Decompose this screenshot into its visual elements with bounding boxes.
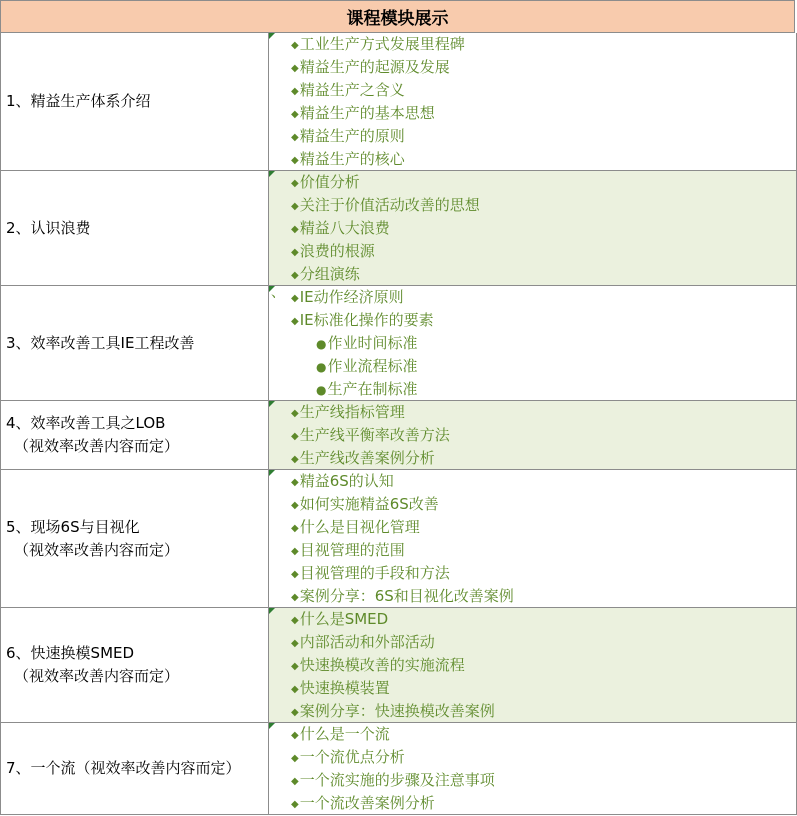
topic-text: 精益生产的原则 [299,127,405,145]
module-row [0,33,797,171]
module-name: 4、效率改善工具之LOB [6,414,166,432]
topic-text: 精益生产的起源及发展 [299,58,450,76]
module-topics-cell [269,33,797,171]
diamond-bullet-icon: ◆ [291,247,299,258]
topic-item [269,654,796,677]
module-topics-cell [269,401,797,470]
topic-item [269,424,796,447]
diamond-bullet-icon: ◆ [291,293,299,304]
diamond-bullet-icon: ◆ [291,707,299,718]
topic-text: 目视管理的范围 [299,541,405,559]
topic-item [269,470,796,493]
diamond-bullet-icon: ◆ [291,86,299,97]
module-name: 1、精益生产体系介绍 [6,92,151,110]
module-row [0,171,797,286]
diamond-bullet-icon: ◆ [291,224,299,235]
module-topics-cell [269,286,797,401]
module-note: （视效率改善内容而定） [14,667,180,685]
topic-text: 生产在制标准 [327,380,418,398]
module-row [0,723,797,815]
topic-text: 分组演练 [299,265,360,283]
table-title: 课程模块展示 [0,0,795,33]
topic-item [269,263,796,286]
diamond-bullet-icon: ◆ [291,615,299,626]
topic-item [269,240,796,263]
module-name-cell [0,608,269,723]
diamond-bullet-icon: ◆ [291,408,299,419]
module-name-cell [0,171,269,286]
module-name: 3、效率改善工具IE工程改善 [6,333,195,352]
module-topics-cell [269,470,797,608]
topic-item [269,56,796,79]
topic-text: 什么是目视化管理 [299,518,420,536]
topic-text: 快速换模改善的实施流程 [299,656,465,674]
diamond-bullet-icon: ◆ [291,132,299,143]
module-name: 5、现场6S与目视化 [6,517,140,536]
circle-bullet-icon: ● [316,337,327,351]
topic-text: 一个流实施的步骤及注意事项 [299,771,495,789]
topic-item [269,562,796,585]
topic-item [269,125,796,148]
topic-item [269,746,796,769]
topic-item [269,447,796,470]
module-name-cell [0,286,269,401]
stray-punctuation: 、 [271,285,285,301]
topic-text: IE标准化操作的要素 [299,311,434,329]
topic-text: 目视管理的手段和方法 [299,564,450,582]
module-topics-cell [269,608,797,723]
module-row [0,286,797,401]
module-row [0,401,797,470]
circle-bullet-icon: ● [316,360,327,374]
diamond-bullet-icon: ◆ [291,661,299,672]
topic-item [269,539,796,562]
topic-item [269,792,796,815]
sub-topic-item [269,378,796,401]
topic-text: 快速换模装置 [299,679,390,697]
diamond-bullet-icon: ◆ [291,753,299,764]
topic-text: 内部活动和外部活动 [299,633,435,651]
topic-text: 精益生产之含义 [299,81,405,99]
topic-item [269,33,796,56]
diamond-bullet-icon: ◆ [291,63,299,74]
topic-text: 精益生产的基本思想 [299,104,435,122]
topic-text: 作业时间标准 [327,334,418,352]
topic-item [269,401,796,424]
topic-item [269,631,796,654]
diamond-bullet-icon: ◆ [291,799,299,810]
diamond-bullet-icon: ◆ [291,316,299,327]
circle-bullet-icon: ● [316,383,327,397]
topic-text: 精益生产的核心 [299,150,405,168]
topic-text: 浪费的根源 [299,242,375,260]
topic-text: 一个流优点分析 [299,748,405,766]
module-name-cell [0,470,269,608]
topic-text: 生产线改善案例分析 [299,449,435,467]
topic-text: 价值分析 [299,173,360,191]
module-name-cell [0,723,269,815]
diamond-bullet-icon: ◆ [291,109,299,120]
topic-item [269,171,796,194]
topic-item [269,217,796,240]
diamond-bullet-icon: ◆ [291,638,299,649]
diamond-bullet-icon: ◆ [291,178,299,189]
diamond-bullet-icon: ◆ [291,477,299,488]
topic-item [269,585,796,608]
sub-topic-item [269,332,796,355]
topic-item [269,286,796,309]
diamond-bullet-icon: ◆ [291,569,299,580]
topic-text: 案例分享：快速换模改善案例 [299,702,495,720]
diamond-bullet-icon: ◆ [291,592,299,603]
module-row [0,608,797,723]
topic-text: IE动作经济原则 [299,288,404,306]
diamond-bullet-icon: ◆ [291,431,299,442]
topic-item [269,79,796,102]
diamond-bullet-icon: ◆ [291,454,299,465]
diamond-bullet-icon: ◆ [291,155,299,166]
topic-item [269,194,796,217]
module-row [0,470,797,608]
diamond-bullet-icon: ◆ [291,523,299,534]
topic-text: 什么是一个流 [299,725,390,743]
topic-item [269,102,796,125]
module-name: 2、认识浪费 [6,218,91,237]
module-note: （视效率改善内容而定） [14,540,180,559]
module-topics-cell [269,723,797,815]
topic-item [269,608,796,631]
diamond-bullet-icon: ◆ [291,546,299,557]
topic-text: 如何实施精益6S改善 [299,495,439,513]
topic-text: 精益八大浪费 [299,219,390,237]
topic-item [269,723,796,746]
diamond-bullet-icon: ◆ [291,40,299,51]
topic-text: 生产线指标管理 [299,403,405,421]
diamond-bullet-icon: ◆ [291,500,299,511]
module-name: 6、快速换模SMED [6,644,135,662]
topic-text: 什么是SMED [299,610,389,628]
topic-text: 案例分享：6S和目视化改善案例 [299,587,514,605]
module-topics-cell [269,171,797,286]
diamond-bullet-icon: ◆ [291,776,299,787]
topic-item [269,700,796,723]
topic-text: 工业生产方式发展里程碑 [299,35,465,53]
topic-item [269,516,796,539]
topic-text: 精益6S的认知 [299,472,394,490]
topic-item [269,493,796,516]
topic-item [269,309,796,332]
diamond-bullet-icon: ◆ [291,270,299,281]
diamond-bullet-icon: ◆ [291,684,299,695]
topic-text: 作业流程标准 [327,357,418,375]
diamond-bullet-icon: ◆ [291,730,299,741]
module-note: （视效率改善内容而定） [14,437,180,455]
module-name: 7、一个流（视效率改善内容而定） [6,759,241,777]
topic-item [269,148,796,171]
topic-text: 一个流改善案例分析 [299,794,435,812]
module-name-cell [0,401,269,470]
topic-item [269,677,796,700]
module-name-cell [0,33,269,171]
sub-topic-item [269,355,796,378]
topic-item [269,769,796,792]
diamond-bullet-icon: ◆ [291,201,299,212]
topic-text: 生产线平衡率改善方法 [299,426,450,444]
topic-text: 关注于价值活动改善的思想 [299,196,480,214]
